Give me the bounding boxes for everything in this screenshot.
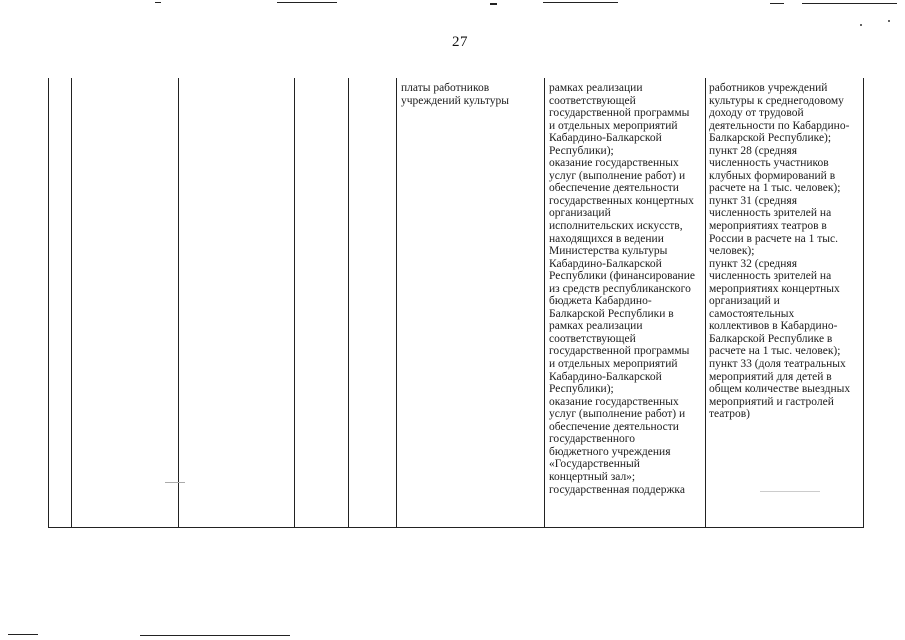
cell-activities-text: рамках реализации соответствующей государственной программы и отдельных мероприятий Кабардино-Балкарской Республики); оказание государственных услуг (выполнение работ) и обеспечение деятельности государственных концертных организаций исполнительских искусств, находящихся в ведении Министерства культуры Кабардино-Балкарской Республики (финансирование из средств республиканского бюджета Кабардино- Балкарской Республики в рамках реализации соответствующей государственной программы и отдельных мероприятий Кабардино-Балкарской Республики); оказание государственных услуг (выполнение работ) и обеспечение деятельности государственного бюджетного учреждения «Государственный концертный зал»; государственная поддержка [549,82,695,496]
col-divider-3 [294,78,295,528]
scan-speck-2 [760,491,820,492]
cell-purpose-text: платы работников учреждений культуры [401,82,509,107]
col-divider-5 [396,78,397,528]
table-bottom-border [48,527,863,528]
page-number: 27 [452,34,468,50]
col-divider-6 [544,78,545,528]
scan-mark-top-4 [543,2,618,3]
scan-dot-right-1 [860,24,862,26]
scan-mark-top-3 [490,3,497,5]
scan-mark-top-5 [770,3,784,4]
scan-mark-bottom-1 [8,634,38,635]
col-divider-7 [705,78,706,528]
table-border-right [863,78,864,528]
col-divider-4 [348,78,349,528]
col-divider-2 [178,78,179,528]
scan-mark-top-2 [277,2,337,3]
cell-indicators-text: работников учреждений культуры к среднегодовому доходу от трудовой деятельности по Кабардино- Балкарской Республике); пункт 28 (средняя численность участников клубных формирований в расчете на 1 тыс. человек); пункт 31 (средняя численность зрителей на мероприятиях театров в России в расчете на 1 тыс. человек); пункт 32 (средняя численность зрителей на мероприятиях концертных организаций и самостоятельных коллективов в Кабардино- Балкарской Республике в расчете на 1 тыс. человек); пункт 33 (доля театральных мероприятий для детей в общем количестве выездных мероприятий и гастролей театров) [709,82,851,421]
table-border-left [48,78,49,528]
scan-dot-right-2 [888,20,890,22]
scan-mark-top-1 [155,2,161,3]
scan-mark-top-6 [802,3,897,4]
scan-mark-bottom-2 [140,635,290,636]
scan-speck-1 [165,482,185,483]
col-divider-1 [71,78,72,528]
